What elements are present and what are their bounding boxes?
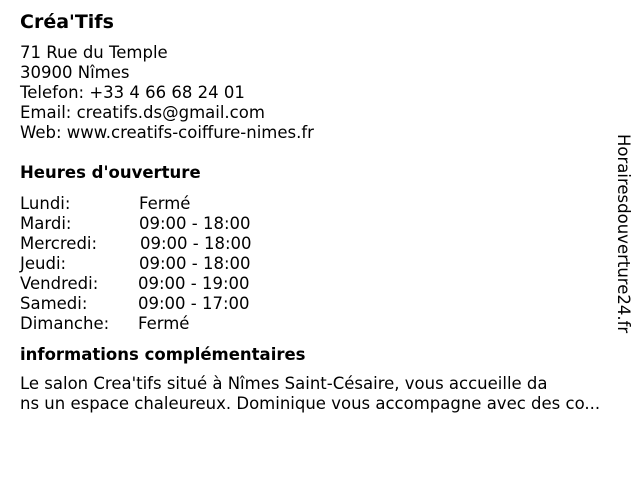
- day-label: Samedi:: [20, 294, 88, 313]
- hours-row-wednesday: [20, 234, 620, 254]
- day-label: Vendredi:: [20, 274, 99, 293]
- address-line-1: 71 Rue du Temple: [20, 43, 168, 62]
- hours-row-friday: [20, 274, 620, 294]
- hours-row-thursday: [20, 254, 620, 274]
- day-label: Mardi:: [20, 214, 72, 233]
- time-value: 09:00 - 17:00: [138, 294, 250, 313]
- day-label: Mercredi:: [20, 234, 98, 253]
- opening-hours-table: [20, 194, 620, 334]
- opening-hours-title: Heures d'ouverture: [20, 163, 201, 182]
- time-value: Fermé: [139, 194, 191, 213]
- hours-row-monday: [20, 194, 620, 214]
- time-value: 09:00 - 18:00: [139, 214, 251, 233]
- day-label: Lundi:: [20, 194, 71, 213]
- time-value: 09:00 - 18:00: [139, 254, 251, 273]
- hours-row-sunday: [20, 314, 620, 334]
- business-name: Créa'Tifs: [20, 11, 114, 33]
- business-card: [20, 10, 620, 414]
- additional-info-title: informations complémentaires: [20, 345, 306, 364]
- address-line-2: 30900 Nîmes: [20, 63, 130, 82]
- web-line: Web: www.creatifs-coiffure-nimes.fr: [20, 123, 314, 142]
- day-label: Dimanche:: [20, 314, 110, 333]
- day-label: Jeudi:: [20, 254, 67, 273]
- hours-row-saturday: [20, 294, 620, 314]
- hours-row-tuesday: [20, 214, 620, 234]
- description-line-1: Le salon Crea'tifs situé à Nîmes Saint-Césaire, vous accueille da: [20, 374, 548, 393]
- site-brand-watermark: Horairesdouverture24.fr: [614, 134, 633, 334]
- salon-description: [20, 374, 628, 414]
- email-line: Email: creatifs.ds@gmail.com: [20, 103, 265, 122]
- description-line-2: ns un espace chaleureux. Dominique vous accompagne avec des co...: [20, 394, 601, 413]
- phone-line: Telefon: +33 4 66 68 24 01: [20, 83, 245, 102]
- time-value: Fermé: [138, 314, 190, 333]
- time-value: 09:00 - 19:00: [138, 274, 250, 293]
- time-value: 09:00 - 18:00: [140, 234, 252, 253]
